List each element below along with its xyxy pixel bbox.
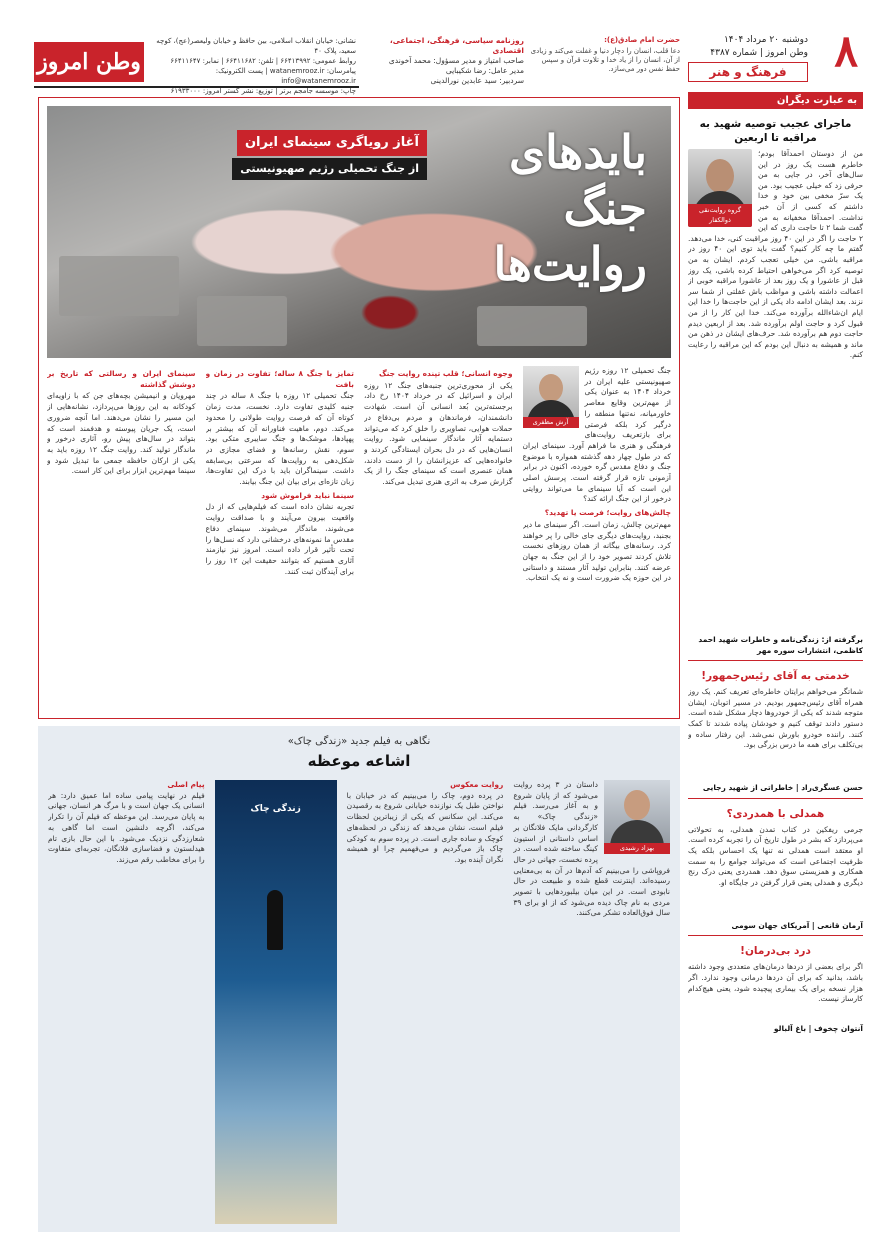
story-intro: جنگ تحمیلی ۱۲ روزه رژیم صهیونیستی علیه ایران در خرداد ۱۴۰۴ به عنوان یکی از مهم‌ترین وقایع معاصر خاورمیانه، نه‌تنها منطقه را درگیر کرد بلکه فرصتی برای بازتعریف روایت‌های فرهنگی و هنری ما فراهم آورد. سینمای ایران که در طول چهار دهه گذشته همواره با موضوع جنگ و دفاع مقدس گره خورده، اکنون در برابر آزمونی تازه قرار گرفته است. پرسش اصلی این است که آیا سینمای ما می‌تواند روایتی درخور از این جنگ ارائه کند؟	[522, 366, 671, 504]
sub-headline-secondary: از جنگ تحمیلی رژیم صهیونیستی	[232, 158, 427, 180]
story-column	[364, 366, 513, 712]
reviewer-face	[624, 790, 650, 820]
hadith-source: حضرت امام صادق(ع):	[604, 36, 680, 44]
article-source: آرمان قانعی | آمریکای جهان سومی	[731, 920, 863, 930]
rubble-shape	[477, 306, 587, 346]
article-empathy	[688, 807, 863, 932]
issue-number: وطن امروز | شماره ۴۳۸۷	[710, 48, 808, 58]
story-subheading: سینمای ایران و رسالتی که تاریخ بر دوشش گذاشته	[47, 369, 196, 389]
column-header: به عبارت دیگران	[688, 92, 863, 109]
article-incurable-pain	[688, 944, 863, 1035]
article-title[interactable]: ماجرای عجیب توصیه شهید به مراقبه تا اربعین	[699, 118, 852, 144]
article-source: حسن عسگری‌راد | خاطراتی از شهید رجایی	[702, 783, 863, 793]
hero-photo	[47, 106, 671, 358]
article-body: جرمی ریفکین در کتاب تمدن همدلی، به تحولاتی می‌پردازد که بشر در طول تاریخ آن را تجربه کرده است. او معتقد است همدلی نه تنها یک احساس بلکه یک ظرفیت اجتماعی است که می‌تواند جوامع را به سمت همکاری و همزیستی سوق دهد. همدردی یعنی درک رنج دیگری و همدلی یعنی قرار گرفتن در جایگاه او.	[688, 824, 863, 887]
film-poster[interactable]	[215, 780, 337, 1224]
issue-date: دوشنبه ۲۰ مرداد ۱۴۰۴	[723, 35, 808, 45]
editor: سردبیر: سید عابدین نورالدینی	[430, 76, 524, 85]
story-subheading: سینما نباید فراموش شود	[261, 490, 354, 500]
paper-description: روزنامه سیاسی، فرهنگی، اجتماعی، اقتصادی	[389, 36, 524, 55]
film-column	[347, 780, 504, 1224]
address: نشانی: خیابان انقلاب اسلامی، بین حافظ و خیابان ولیعصر(عج)، کوچه سعید، پلاک ۴۰	[156, 37, 356, 55]
article-source: آنتوان چخوف | باغ آلبالو	[773, 1024, 863, 1034]
newspaper-logo[interactable]: وطن امروز	[34, 42, 144, 82]
film-title[interactable]: اشاعه موعظه	[307, 752, 411, 770]
story-subheading: وجوه انسانی؛ قلب تپنده روایت جنگ	[378, 369, 513, 378]
article-martyr-advice	[688, 117, 863, 656]
article-title[interactable]: خدمتی به آقای رئیس‌جمهور!	[701, 670, 850, 683]
film-paragraph: در پرده دوم، چاک را می‌بینیم که در خیابان با نواختن طبل یک نوازنده خیابانی شروع به رقصیدن می‌کند. این سکانس که یکی از زیباترین لحظات فیلم است، نشان می‌دهد که زندگی در لحظه‌های کوچک و ساده جاری است. در پرده سوم به کودکی چاک باز می‌گردیم و می‌فهمیم چرا او همیشه نگران آینده بود.	[346, 790, 504, 864]
divider	[688, 798, 863, 799]
film-paragraph: داستان در ۳ پرده روایت می‌شود که از پایان شروع و به آغاز می‌رسد. فیلم «زندگی چاک» به کارگردانی مایک فلانگان بر اساس داستانی از استیون کینگ ساخته شده است. در پرده نخست، جهانی در حال فروپاشی را می‌بینیم که آدم‌ها در آن به بی‌معنایی رسیده‌اند. اینترنت قطع شده و طبیعت در حال نابودی است. در این میان بیلبوردهایی با تصویر مردی به نام چاک دیده می‌شود که از او برای ۳۹ سال فوق‌العاده تشکر می‌کنند.	[513, 780, 670, 918]
hadith-box	[530, 36, 680, 74]
story-subheading: تمایز با جنگ ۸ ساله؛ تفاوت در زمان و بافت	[205, 369, 354, 389]
story-paragraph: تجربه نشان داده است که فیلم‌هایی که از دل واقعیت بیرون می‌آیند و با صداقت روایت می‌شوند، ماندگار می‌شوند. سینمای دفاع مقدس ما نمونه‌های درخشانی دارد که نسل‌ها را تحت تأثیر قرار داده است. امروز نیز نیازمند آثاری هستیم که بتوانند حقیقت این ۱۲ روز را برای آیندگان ثبت کنند.	[205, 502, 354, 576]
story-paragraph: یکی از محوری‌ترین جنبه‌های جنگ ۱۲ روزه ایران و اسرائیل که در خرداد ۱۴۰۴ رخ داد، برجسته‌ترین بُعد انسانی آن است. شهادت دانشمندان، فرماندهان و مردم بی‌دفاع در حملات هوایی، تصاویری را خلق کرد که می‌تواند دستمایه آثار ماندگار سینمایی شود. روایت انسان‌هایی که در دل بحران ایستادگی کردند و خانواده‌هایی که عزیزانشان را از دست دادند، همان عنصری است که سینمای جنگ را از یک گزارش صرف به اثری هنری تبدیل می‌کند.	[364, 380, 513, 487]
article-body: اگر برای بعضی از دردها درمان‌های متعددی وجود داشته باشد، بدانید که برای آن دردها درمانی وجود ندارد. اگر هزار نسخه برای یک بیماری پیچیده شود، یعنی هیچ‌کدام کارساز نیست.	[688, 962, 863, 1004]
reviewer-name: بهزاد رشیدی	[604, 843, 670, 854]
main-headline[interactable]: بایدهای جنگ روایت‌ها	[493, 125, 647, 291]
rubble-shape	[197, 296, 287, 346]
story-subheading: چالش‌های روایت؛ فرصت یا تهدید؟	[544, 508, 671, 518]
rubble-shape	[59, 256, 179, 316]
poster-figure	[267, 890, 283, 950]
print-info: چاپ: موسسه جامجم برتر | توزیع: نشر گستر امروز: ۶۱۹۳۳۰۰۰	[170, 87, 356, 95]
page-number: ۸	[834, 26, 858, 77]
story-column	[47, 366, 196, 712]
film-subheading: روایت معکوس	[450, 780, 504, 789]
divider	[688, 660, 863, 661]
author-photo	[688, 149, 752, 227]
story-column	[206, 366, 355, 712]
film-paragraph: فیلم در نهایت پیامی ساده اما عمیق دارد: هر انسانی یک جهان است و با مرگ هر انسان، جهانی به پایان می‌رسد. این موعظه که فیلم آن را تکرار می‌کند، اگرچه دلنشین است اما گاهی به شعارزدگی نزدیک می‌شود. با این حال بازی تام هیدلستون و فضاسازی فلانگان، تجربه‌ای متفاوت را برای مخاطب رقم می‌زند.	[47, 790, 205, 864]
masthead-divider	[34, 86, 359, 88]
article-title[interactable]: درد بی‌درمان!	[740, 945, 811, 958]
sub-headline: آغاز رویاگری سینمای ایران	[237, 130, 427, 156]
film-kicker: نگاهی به فیلم جدید «زندگی چاک»	[287, 736, 431, 747]
byline-photo	[523, 366, 579, 428]
paper-info	[360, 36, 524, 86]
right-column	[688, 92, 863, 1232]
article-body: من از دوستان احمدآقا بودم؛ خاطرم هست یک روز در این سال‌های آخر، در جایی به من حرفی زد که خیلی عجیب بود. من یک سرّ مخفی بین خود و خدا داشتم که کسی از آن خبر نداشت. احمدآقا مخفیانه به من گفت شما ۲ تا حاجت داری که این ۲ حاجت را اگر در این ۴۰ روز مراقبت کنی، خدا می‌دهد. گفتم ما چه کار کنیم؟ گفت باید توی این ۴۰ روز در مراقبه باشی. من خیلی تعجب کردم. ایشان به من توصیه کرد اگر می‌خواهی احتیاط کرده باشی، یک روز قبل از عاشورا و یک روز بعد از عاشورا مراقبه خوبی از اعمالت داشته باشی و مواظب باش غفلتی از شما سر نزند. بعد ایشان ادامه داد یکی از این حاجت‌ها را خدا این ایام ان‌شاءالله برآورده می‌کند. خدا این کار را از من قبول کرد و حاجت اولم برآورده شد. بعد از اربعین دیدم حاجت دوم هم برآورده شد. حرف‌های ایشان در ذهن من ماند و همیشه به دنبال این بودم که این مراقبه را رعایت کنم.	[688, 149, 863, 360]
story-paragraph: مهرویان و انیمیشن بچه‌های جن که با زاویه‌ای کودکانه به این روزها می‌پردازد، نشانه‌هایی از این مسیر را نشان می‌دهند. اما آنچه ضروری است، یک جریان پیوسته و هدفمند است که بتواند در سال‌های پیش رو، آثاری درخور و ماندگار تولید کند. روایت جنگ ۱۲ روزه باید به یکی از ارکان حافظه جمعی ما تبدیل شود و سینما مهم‌ترین ابزار برای این کار است.	[47, 391, 196, 476]
author-caption: گروه روایت‌نقی ذوالکفار	[688, 204, 752, 227]
article-source: برگرفته از: زندگی‌نامه و خاطرات شهید احمد کاظمی، انتشارات سوره مهر	[698, 635, 863, 655]
divider	[688, 935, 863, 936]
byline-face	[539, 374, 563, 402]
main-story	[38, 97, 680, 719]
byline-name: آرش مظفری	[523, 417, 579, 428]
film-subheading: پیام اصلی	[167, 780, 205, 789]
article-title[interactable]: همدلی با همدردی؟	[726, 807, 825, 820]
author-face	[706, 159, 734, 193]
article-body: شماتگر می‌خواهم برایتان خاطره‌ای تعریف کنم. یک روز همراه آقای رئیس‌جمهور بودیم. در مسیر اتوبان، ایشان متوجه شدند که یکی از خودروها دچار مشکل شده است. دستور دادند توقف کنیم و خودشان پیاده شدند تا کمک کنند. راننده خودرو باورش نمی‌شد. این رفتار ساده و بی‌تکلف برای همه ما درس بزرگی بود.	[688, 687, 863, 750]
article-body-wrap	[688, 149, 863, 635]
reviewer-photo	[604, 780, 670, 854]
email: پیامرسان: watanemrooz.ir | پست الکترونیک: info@watanemrooz.ir	[215, 67, 356, 85]
film-review-box	[38, 726, 680, 1232]
publisher: صاحب امتیاز و مدیر مسؤول: محمد آخوندی	[388, 56, 524, 65]
story-paragraph: جنگ تحمیلی ۱۲ روزه با جنگ ۸ ساله در چند جنبه کلیدی تفاوت دارد. نخست، مدت زمان کوتاه آن که فرصت روایت طولانی را محدود می‌کند. دوم، ماهیت فناورانه آن که بیشتر بر پهپادها، موشک‌ها و جنگ سایبری متکی بود. سوم، نقش رسانه‌ها و فضای مجازی در شکل‌دهی به روایت‌ها که سرعتی بی‌سابقه داشت. سینماگران باید با درک این تفاوت‌ها، زبان تازه‌ای برای بیان این جنگ بیابند.	[205, 391, 354, 487]
masthead	[0, 0, 870, 95]
film-column	[48, 780, 205, 1224]
story-paragraph: مهم‌ترین چالش، زمان است. اگر سینمای ما دیر بجنبد، روایت‌های دیگری جای خالی را پر خواهند کرد. رسانه‌های بیگانه از همان روزهای نخست تلاش کردند تصویر خود را از این جنگ به جهان عرضه کنند. بنابراین تولید آثار مستند و داستانی در این حوزه یک ضرورت است و نه یک انتخاب.	[522, 519, 671, 583]
film-columns	[48, 780, 670, 1224]
story-column	[523, 366, 672, 712]
film-column	[513, 780, 670, 1224]
manager: مدیر عامل: رضا شکیبایی	[445, 66, 524, 75]
date-block	[688, 34, 808, 60]
poster-title: زندگی چاک	[250, 804, 301, 814]
hadith-text: دعا قلب، انسان را دچار دنیا و غفلت می‌کند و زیادی از آن، انسان را از یاد خدا و تلاوت قرآن و سپس حفظ نفس دور می‌سازد.	[530, 47, 680, 73]
article-president-service	[688, 669, 863, 794]
section-tag: فرهنگ و هنر	[688, 62, 808, 82]
story-columns	[47, 366, 671, 712]
phones: روابط عمومی: ۶۶۴۱۳۹۹۲ | تلفن: ۶۶۴۱۱۶۸۲ | نمابر: ۶۶۴۱۱۶۴۷	[170, 57, 356, 65]
